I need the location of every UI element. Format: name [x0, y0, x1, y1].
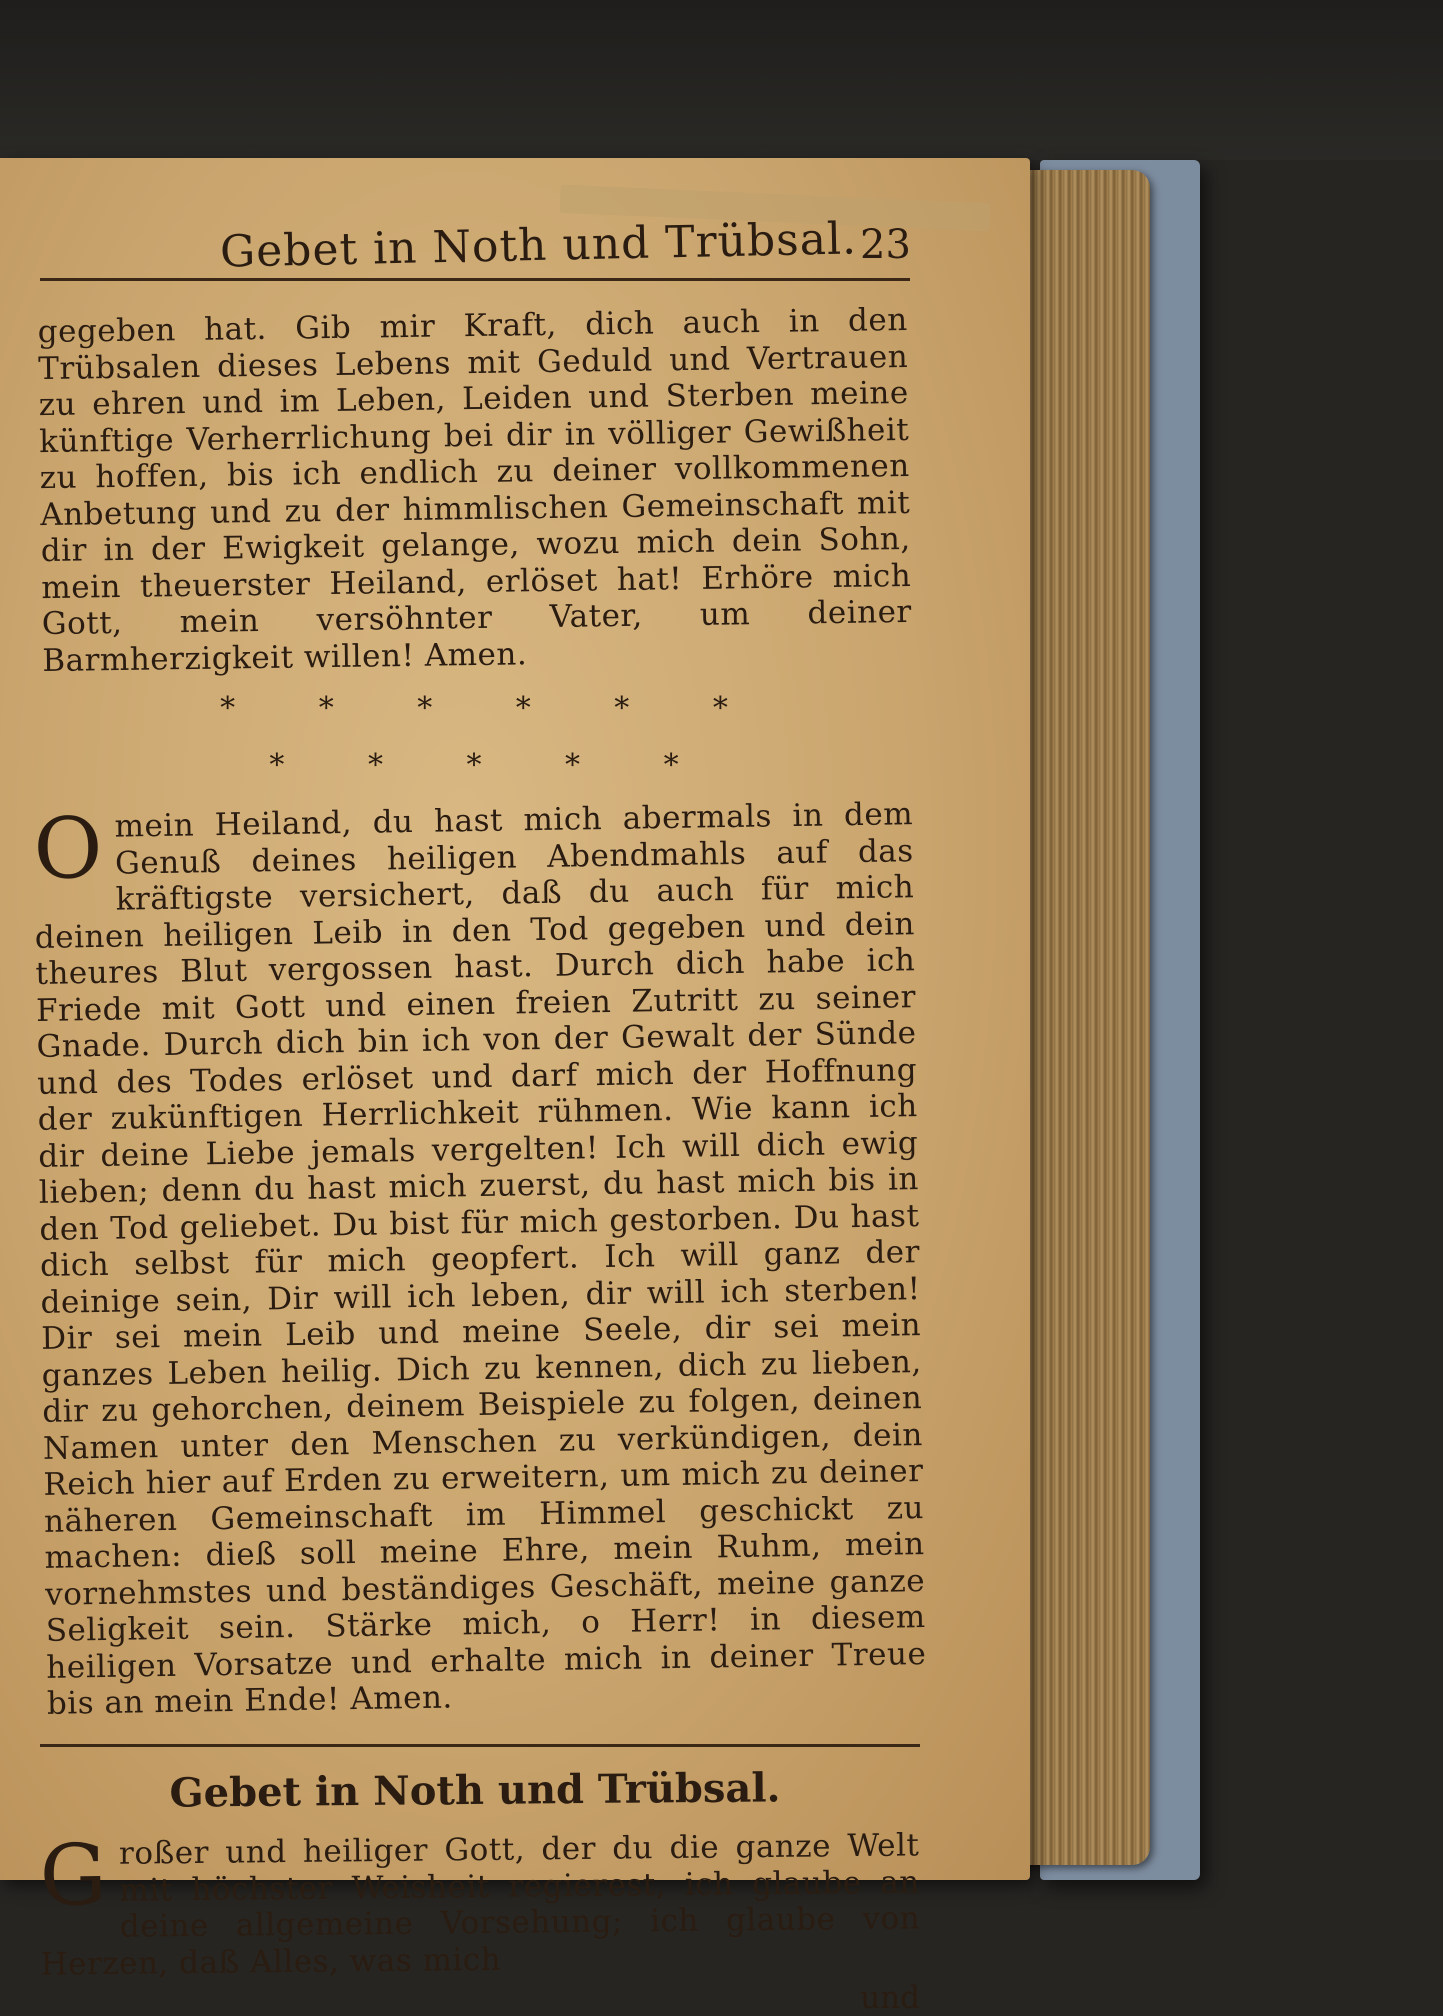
paragraph-prayer-end: gegeben hat. Gib mir Kraft, dich auch in den Trübsalen dieses Lebens mit Geduld und Vertrauen zu ehren und im Leben, Leiden und Sterben meine künftige Verherrlichung bei dir in völliger Gewißheit zu hoffen, bis ich endlich zu deiner vollkommenen Anbetung und zu der himmlischen Gemeinschaft mit dir in der Ewigkeit gelange, wozu mich dein Sohn, mein theuerster Heiland, erlöset hat! Erhöre mich Gott, mein versöhnter Vater, um deiner Barmherzigkeit willen! Amen. — [37, 301, 912, 679]
section-title: Gebet in Noth und Trübsal. — [169, 1763, 781, 1817]
separator-stars-2: * * * * * — [269, 748, 681, 783]
background — [0, 0, 1443, 160]
separator-stars-1: * * * * * * — [220, 691, 730, 726]
paragraph-heiland-text: mein Heiland, du hast mich abermals in dem Genuß deines heiligen Abendmahls auf das kräftigste versichert, daß du auch für mich deinen heiligen Leib in den Tod gegeben und dein theures Blut vergossen hast. Durch dich habe ich Friede mit Gott und einen freien Zutritt zu seiner Gnade. Durch dich bin ich von der Gewalt der Sünde und des Todes erlöset und darf mich der Hoffnung der zukünftigen Herrlichkeit rühmen. Wie kann ich dir deine Liebe jemals vergelten! Ich will dich ewig lieben; denn du hast mich zuerst, du hast mich bis in den Tod geliebet. Du bist für mich gestorben. Du hast dich selbst für mich geopfert. Ich will ganz der deinige sein, Dir will ich leben, dir will ich sterben! Dir sei mein Leib und meine Seele, dir sei mein ganzes Leben heilig. Dich zu kennen, dich zu lieben, dir zu gehorchen, deinem Beispiele zu folgen, deinen Namen unter den Menschen zu verkündigen, dein Reich hier auf Erden zu erweitern, um mich zu deiner näheren Gemeinschaft im Himmel geschickt zu machen: dieß soll meine Ehre, mein Ruhm, mein vornehmstes und beständiges Geschäft, meine ganze Seligkeit sein. Stärke mich, o Herr! in diesem heiligen Vorsatze und erhalte mich in deiner Treue bis an mein Ende! Amen. — [34, 796, 927, 1722]
drop-initial-g: G — [39, 1825, 108, 1925]
page-content — [32, 208, 940, 2016]
paragraph-trost — [39, 1827, 920, 1982]
section-rule — [40, 1744, 920, 1747]
paragraph-heiland — [33, 796, 927, 1722]
header-rule — [40, 278, 910, 281]
book-page — [0, 158, 1030, 2016]
paragraph-trost-text: roßer und heiliger Gott, der du die ganze Welt mit höchster Weisheit regierest, ich glaube an deine allgemeine Vorsehung; ich glaube von Herzen, daß Alles, was mich — [40, 1826, 921, 1982]
drop-initial-o: O — [32, 798, 104, 898]
page-header — [40, 208, 940, 284]
running-title: Gebet in Noth und Trübsal. — [219, 213, 858, 278]
page-number: 23 — [860, 222, 911, 268]
catchword: und — [860, 1979, 920, 2016]
